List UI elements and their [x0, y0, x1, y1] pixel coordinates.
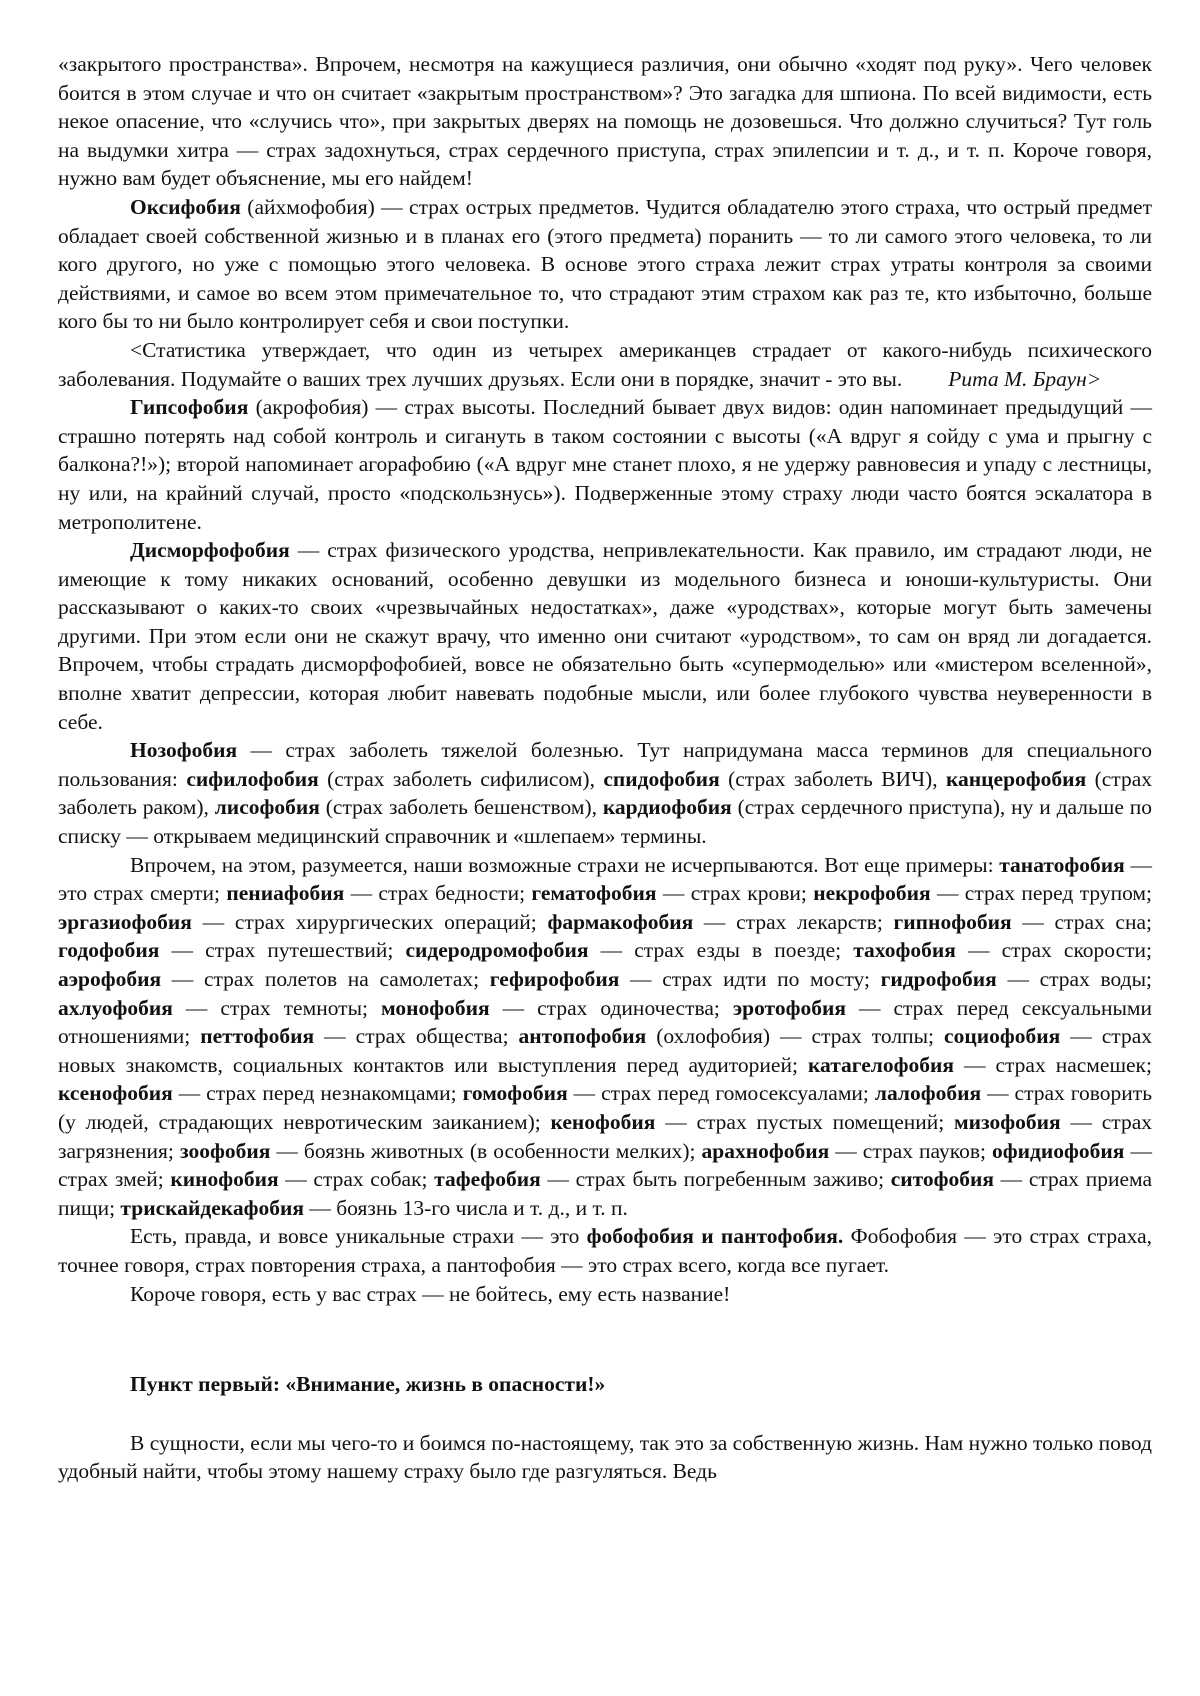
phobia-term: кинофобия: [170, 1167, 278, 1191]
paragraph-conclusion: Короче говоря, есть у вас страх — не бойтесь, ему есть название!: [58, 1280, 1152, 1309]
phobia-term: петтофобия: [200, 1024, 314, 1048]
phobia-term: антопофобия: [519, 1024, 647, 1048]
phobia-term: эргазиофобия: [58, 910, 192, 934]
phobia-definition: — страх говорить (у людей, страдающих невротическим заиканием);: [58, 1081, 1152, 1134]
phobia-term: тахофобия: [853, 938, 956, 962]
paragraph-unique-fears: Есть, правда, и вовсе уникальные страхи — это фобофобия и пантофобия. Фобофобия — это страх страха, точнее говоря, страх повторения страха, а пантофобия — это страх всего, когда все пугает.: [58, 1222, 1152, 1279]
phobia-definition: — страх перед сексуальными отношениями;: [58, 996, 1152, 1049]
phobia-definition: — страх общества;: [314, 1024, 518, 1048]
paragraph-essence: В сущности, если мы чего-то и боимся по-настоящему, так это за собственную жизнь. Нам нужно только повод удобный найти, чтобы этому нашему страху было где разгуляться. Ведь: [58, 1429, 1152, 1486]
phobia-definition: — страх пауков;: [829, 1139, 992, 1163]
term-cancerophobia: канцерофобия: [946, 767, 1086, 791]
section-heading: Пункт первый: «Внимание, жизнь в опасности!»: [58, 1370, 1152, 1399]
phobia-definition: — страх воды;: [997, 967, 1152, 991]
phobia-definition: — страх приема пищи;: [58, 1167, 1152, 1220]
document-page: [0, 0, 1200, 1696]
phobia-term: сидеродромофобия: [405, 938, 588, 962]
phobia-definition: — страх насмешек;: [954, 1053, 1152, 1077]
phobia-definition: — страх хирургических операций;: [192, 910, 548, 934]
phobia-definition: — страх путешествий;: [159, 938, 405, 962]
term-phobophobia-pantophobia: фобофобия и пантофобия.: [587, 1224, 844, 1248]
phobia-definition: — страх загрязнения;: [58, 1110, 1152, 1163]
phobia-term: фармакофобия: [547, 910, 693, 934]
term-dysmorphophobia: Дисморфофобия: [130, 538, 290, 562]
phobia-term: эротофобия: [733, 996, 846, 1020]
phobia-definition: — страх крови;: [657, 881, 814, 905]
phobia-term: ситофобия: [891, 1167, 994, 1191]
term-oxyphobia: Оксифобия: [130, 195, 241, 219]
paragraph-phobia-list: Впрочем, на этом, разумеется, наши возможные страхи не исчерпываются. Вот еще примеры: танатофобия — это страх смерти; пениафобия — страх бедности; гематофобия — страх крови; некрофобия — страх перед трупом; эргазиофобия — страх хирургических операций; фармакофобия — страх лекарств; гипнофобия — страх сна; годофобия — страх путешествий; сидеродромофобия — страх езды в поезде; тахофобия — страх скорости; аэрофобия — страх полетов на самолетах; гефирофобия — страх идти по мосту; гидрофобия — страх воды; ахлуофобия — страх темноты; монофобия — страх одиночества; эротофобия — страх перед сексуальными отношениями; петтофобия — страх общества; антопофобия (охлофобия) — страх толпы; социофобия — страх новых знакомств, социальных контактов или выступления перед аудиторией; катагелофобия — страх насмешек; ксенофобия — страх перед незнакомцами; гомофобия — страх перед гомосексуалами; лалофобия — страх говорить (у людей, страдающих невротическим заиканием); кенофобия — страх пустых помещений; мизофобия — страх загрязнения; зоофобия — боязнь животных (в особенности мелких); арахнофобия — страх пауков; офидиофобия — страх змей; кинофобия — страх собак; тафефобия — страх быть погребенным заживо; ситофобия — страх приема пищи; трискайдекафобия — боязнь 13-го числа и т. д., и т. п.: [58, 851, 1152, 1223]
phobia-term: зоофобия: [180, 1139, 270, 1163]
phobia-definition: — страх езды в поезде;: [589, 938, 854, 962]
phobia-definition: — страх скорости;: [956, 938, 1152, 962]
paragraph-dysmorphophobia: Дисморфофобия — страх физического уродства, непривлекательности. Как правило, им страдают люди, не имеющие к тому никаких оснований, особенно девушки из модельного бизнеса и юноши-культуристы. Они рассказывают о каких-то своих «чрезвычайных недостатках», даже «уродствах», которые могут быть замечены другими. При этом если они не скажут врачу, что именно они считают «уродством», то сам он вряд ли догадается. Впрочем, чтобы страдать дисморфофобией, вовсе не обязательно быть «супермоделью» или «мистером вселенной», вполне хватит депрессии, которая любит навевать подобные мысли, или более глубокого чувства неуверенности в себе.: [58, 536, 1152, 736]
phobia-term: тафефобия: [434, 1167, 541, 1191]
phobia-term: некрофобия: [813, 881, 930, 905]
term-spidophobia: спидофобия: [603, 767, 719, 791]
phobia-term: гипнофобия: [894, 910, 1012, 934]
phobia-definition: — страх новых знакомств, социальных контактов или выступления перед аудиторией;: [58, 1024, 1152, 1077]
phobia-term: годофобия: [58, 938, 159, 962]
phobia-term: гефирофобия: [490, 967, 620, 991]
phobia-definition: — страх перед гомосексуалами;: [568, 1081, 875, 1105]
phobia-term: кенофобия: [550, 1110, 655, 1134]
phobia-term: мизофобия: [954, 1110, 1061, 1134]
phobia-term: офидиофобия: [992, 1139, 1124, 1163]
paragraph-nosophobia: Нозофобия — страх заболеть тяжелой болезнью. Тут напридумана масса терминов для специального пользования: сифилофобия (страх заболеть сифилисом), спидофобия (страх заболеть ВИЧ), канцерофобия (страх заболеть раком), лисофобия (страх заболеть бешенством), кардиофобия (страх сердечного приступа), ну и дальше по списку — открываем медицинский справочник и «шлепаем» термины.: [58, 736, 1152, 850]
phobia-definition: — страх идти по мосту;: [619, 967, 880, 991]
phobia-term: аэрофобия: [58, 967, 161, 991]
phobia-definition: — страх одиночества;: [490, 996, 733, 1020]
phobia-definition: — страх собак;: [279, 1167, 434, 1191]
term-lyssophobia: лисофобия: [215, 795, 320, 819]
phobia-term: социофобия: [944, 1024, 1060, 1048]
term-syphilophobia: сифилофобия: [186, 767, 318, 791]
phobia-definition: — страх пустых помещений;: [655, 1110, 954, 1134]
phobia-definition: — боязнь 13-го числа и т. д., и т. п.: [304, 1196, 628, 1220]
term-hypsophobia: Гипсофобия: [130, 395, 248, 419]
phobia-definition: — страх лекарств;: [693, 910, 893, 934]
phobia-definition: (охлофобия) — страх толпы;: [646, 1024, 944, 1048]
paragraph-oxyphobia: Оксифобия (айхмофобия) — страх острых предметов. Чудится обладателю этого страха, что острый предмет обладает своей собственной жизнью и в планах его (этого предмета) поранить — то ли самого этого человека, то ли кого другого, но уже с помощью этого человека. В основе этого страха лежит страх утраты контроля за своими действиями, и самое во всем этом примечательное то, что страдают этим страхом как раз те, кто избыточно, больше кого бы то ни было контролирует себя и свои поступки.: [58, 193, 1152, 336]
phobia-definition: — страх змей;: [58, 1139, 1152, 1192]
phobia-term: катагелофобия: [808, 1053, 954, 1077]
phobia-definition: — страх перед трупом;: [931, 881, 1152, 905]
phobia-definition: — страх перед незнакомцами;: [173, 1081, 463, 1105]
phobia-term: пениафобия: [226, 881, 344, 905]
phobia-definition: — страх бедности;: [344, 881, 531, 905]
phobia-definition: — страх темноты;: [173, 996, 381, 1020]
term-cardiophobia: кардиофобия: [603, 795, 732, 819]
paragraph-hypsophobia: Гипсофобия (акрофобия) — страх высоты. Последний бывает двух видов: один напоминает предыдущий — страшно потерять над собой контроль и сигануть в таком состоянии с высоты («А вдруг я сойду с ума и прыгну с балкона?!»); второй напоминает агорафобию («А вдруг мне станет плохо, я не удержу равновесия и упаду с лестницы, ну или, на крайний случай, просто «подскользнусь»). Подверженные этому страху люди часто боятся эскалатора в метрополитене.: [58, 393, 1152, 536]
epigraph-quote: <Статистика утверждает, что один из четырех американцев страдает от какого-нибудь психического заболевания. Подумайте о ваших трех лучших друзьях. Если они в порядке, значит - это вы. Рита М. Браун>: [58, 336, 1152, 393]
phobia-list: [58, 853, 1152, 1220]
phobia-term: гомофобия: [463, 1081, 568, 1105]
phobia-definition: — страх полетов на самолетах;: [161, 967, 490, 991]
phobia-term: лалофобия: [875, 1081, 981, 1105]
phobia-term: гидрофобия: [881, 967, 997, 991]
phobia-term: монофобия: [381, 996, 490, 1020]
phobia-definition: — это страх смерти;: [58, 853, 1152, 906]
phobia-term: трискайдекафобия: [120, 1196, 304, 1220]
phobia-definition: — страх сна;: [1012, 910, 1152, 934]
phobia-term: ахлуофобия: [58, 996, 173, 1020]
phobia-definition: — страх быть погребенным заживо;: [541, 1167, 891, 1191]
phobia-definition: — боязнь животных (в особенности мелких);: [270, 1139, 701, 1163]
term-nosophobia: Нозофобия: [130, 738, 237, 762]
phobia-term: танатофобия: [999, 853, 1125, 877]
phobia-term: арахнофобия: [701, 1139, 829, 1163]
phobia-term: гематофобия: [531, 881, 656, 905]
quote-author: Рита М. Браун>: [948, 367, 1101, 391]
phobia-term: ксенофобия: [58, 1081, 173, 1105]
paragraph-claustrophobia-end: «закрытого пространства». Впрочем, несмотря на кажущиеся различия, они обычно «ходят под руку». Чего человек боится в этом случае и что он считает «закрытым пространством»? Это загадка для шпиона. По всей видимости, есть некое опасение, что «случись что», при закрытых дверях на помощь не дозовешься. Что должно случиться? Тут голь на выдумки хитра — страх задохнуться, страх сердечного приступа, страх эпилепсии и т. д., и т. п. Короче говоря, нужно вам будет объяснение, мы его найдем!: [58, 50, 1152, 193]
